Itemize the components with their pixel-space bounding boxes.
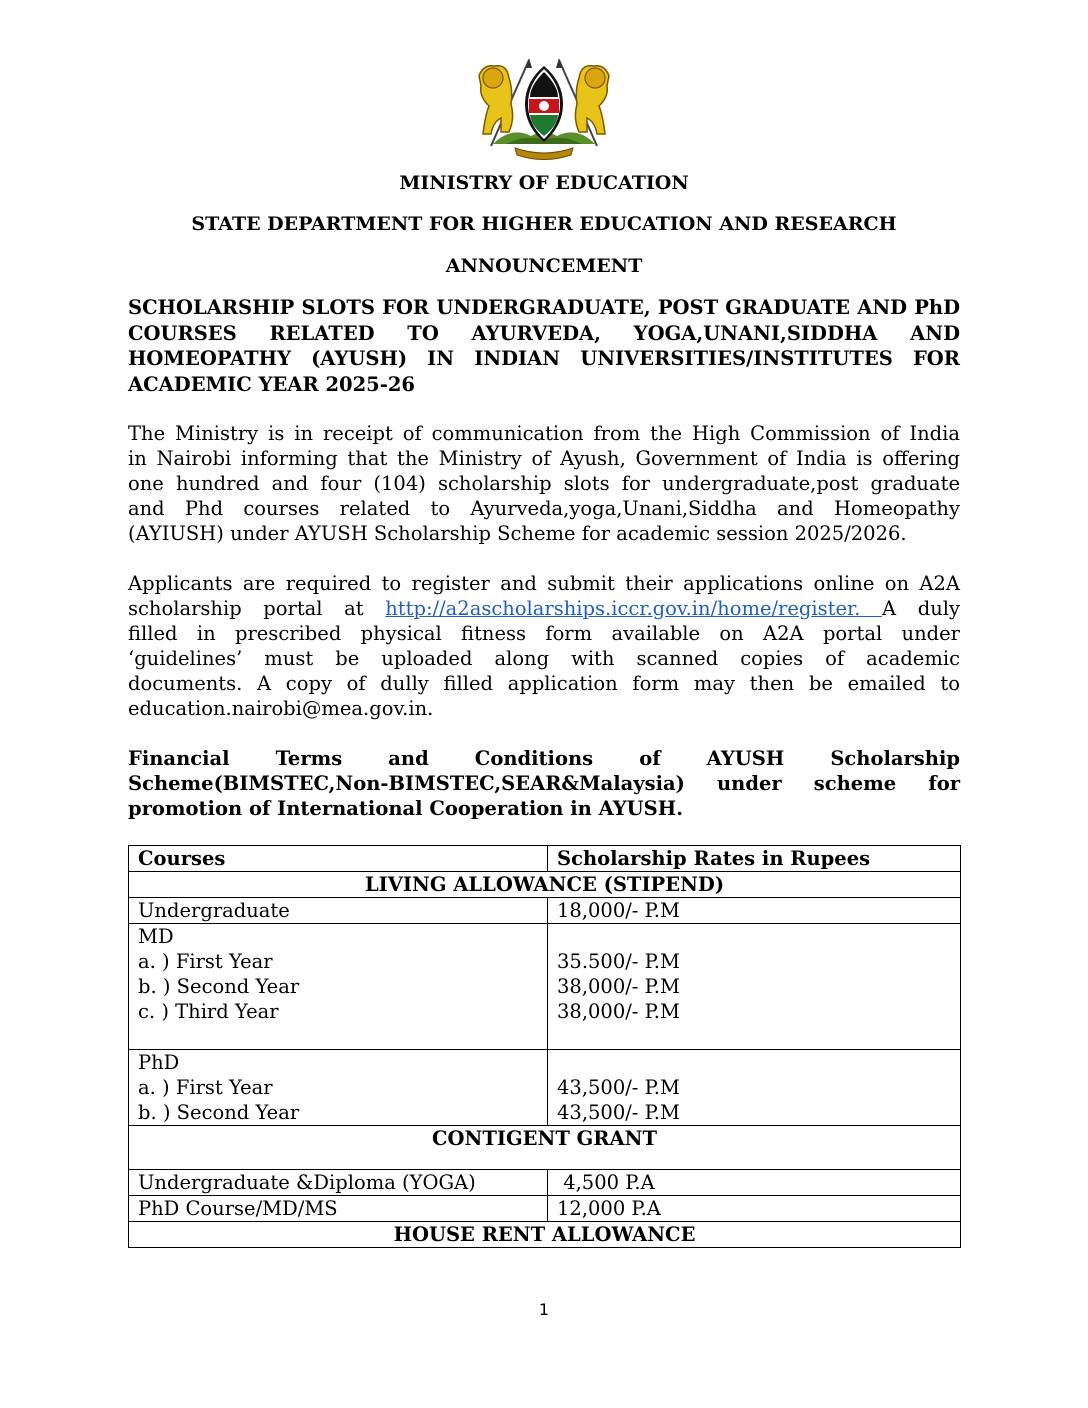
paragraph-line: The Ministry is in receipt of communication from the High Commission of India [128, 422, 960, 445]
column-header-courses: Courses [129, 846, 548, 872]
ministry-heading: MINISTRY OF EDUCATION [399, 172, 689, 194]
course-group-label: MD [138, 925, 174, 948]
paragraph-line: ‘guidelines’ must be uploaded along with scanned copies of academic [128, 647, 960, 670]
paragraph-line [128, 596, 960, 621]
line-text: scholarship portal at [128, 597, 386, 620]
table-row [129, 1050, 961, 1126]
heading-line: Financial Terms and Conditions of AYUSH Scholarship [128, 747, 960, 770]
a2a-portal-link[interactable]: http://a2ascholarships.iccr.gov.in/home/register. [385, 597, 883, 620]
rate-cell [548, 1050, 961, 1126]
spacer [138, 1024, 538, 1049]
title-line: COURSES RELATED TO AYURVEDA, YOGA,UNANI,SIDDHA AND [128, 321, 960, 345]
spacer [557, 924, 951, 949]
title-line: ACADEMIC YEAR 2025-26 [128, 372, 415, 396]
course-cell: Undergraduate [129, 898, 548, 924]
section-row [129, 872, 961, 898]
rate-subitem: 43,500/- P.M [557, 1101, 680, 1124]
rate-subitem: 38,000/- P.M [557, 975, 680, 998]
course-subitem: a. ) First Year [138, 1076, 273, 1099]
rate-subitem: 43,500/- P.M [557, 1076, 680, 1099]
rate-subitem: 35.500/- P.M [557, 950, 680, 973]
section-contingent-grant: CONTIGENT GRANT [129, 1126, 961, 1170]
course-subitem: b. ) Second Year [138, 975, 300, 998]
rate-subitem: 38,000/- P.M [557, 1000, 680, 1023]
spacer [557, 1024, 951, 1049]
table-row [129, 1170, 961, 1196]
paragraph-application [128, 571, 960, 721]
scholarship-rates-table [128, 845, 961, 1248]
section-living-allowance: LIVING ALLOWANCE (STIPEND) [129, 872, 961, 898]
column-header-rates: Scholarship Rates in Rupees [548, 846, 961, 872]
table-header-row [129, 846, 961, 872]
course-cell [129, 1050, 548, 1126]
heading-line: promotion of International Cooperation in AYUSH. [128, 797, 683, 820]
heading-line: Scheme(BIMSTEC,Non-BIMSTEC,SEAR&Malaysia) under scheme for [128, 772, 960, 795]
announcement-title [128, 295, 960, 397]
paragraph-line: education.nairobi@mea.gov.in. [128, 697, 434, 720]
paragraph-line: (AYIUSH) under AYUSH Scholarship Scheme for academic session 2025/2026. [128, 522, 907, 545]
paragraph-line: and Phd courses related to Ayurveda,yoga,Unani,Siddha and Homeopathy [128, 497, 960, 520]
rate-cell: 12,000 P.A [548, 1196, 961, 1222]
course-subitem: a. ) First Year [138, 950, 273, 973]
spacer [557, 1050, 951, 1075]
page-number: 1 [538, 1300, 550, 1319]
paragraph-receipt [128, 421, 960, 546]
financial-terms-heading [128, 746, 960, 821]
title-line: HOMEOPATHY (AYUSH) IN INDIAN UNIVERSITIES/INSTITUTES FOR [128, 347, 960, 370]
rate-cell: 4,500 P.A [548, 1170, 961, 1196]
paragraph-line: in Nairobi informing that the Ministry of Ayush, Government of India is offering [128, 447, 960, 470]
section-row [129, 1222, 961, 1248]
section-house-rent: HOUSE RENT ALLOWANCE [129, 1222, 961, 1248]
table-row [129, 1196, 961, 1222]
line-text: A duly [882, 597, 961, 620]
course-cell: Undergraduate &Diploma (YOGA) [129, 1170, 548, 1196]
coat-of-arms-icon [471, 56, 617, 160]
course-cell: PhD Course/MD/MS [129, 1196, 548, 1222]
section-row [129, 1126, 961, 1170]
course-group-label: PhD [138, 1051, 180, 1074]
announcement-heading: ANNOUNCEMENT [445, 255, 643, 277]
paragraph-line: Applicants are required to register and submit their applications online on A2A [128, 572, 960, 595]
rate-cell [548, 924, 961, 1050]
title-line: SCHOLARSHIP SLOTS FOR UNDERGRADUATE, POST GRADUATE AND PhD [128, 296, 960, 319]
paragraph-line: documents. A copy of dully filled application form may then be emailed to [128, 672, 960, 695]
course-cell [129, 924, 548, 1050]
table-row [129, 924, 961, 1050]
table-row [129, 898, 961, 924]
course-subitem: b. ) Second Year [138, 1101, 300, 1124]
paragraph-line: filled in prescribed physical fitness form available on A2A portal under [128, 622, 960, 645]
course-subitem: c. ) Third Year [138, 1000, 279, 1023]
department-heading: STATE DEPARTMENT FOR HIGHER EDUCATION AND RESEARCH [191, 213, 897, 235]
rate-cell: 18,000/- P.M [548, 898, 961, 924]
paragraph-line: one hundred and four (104) scholarship slots for undergraduate,post graduate [128, 472, 960, 495]
